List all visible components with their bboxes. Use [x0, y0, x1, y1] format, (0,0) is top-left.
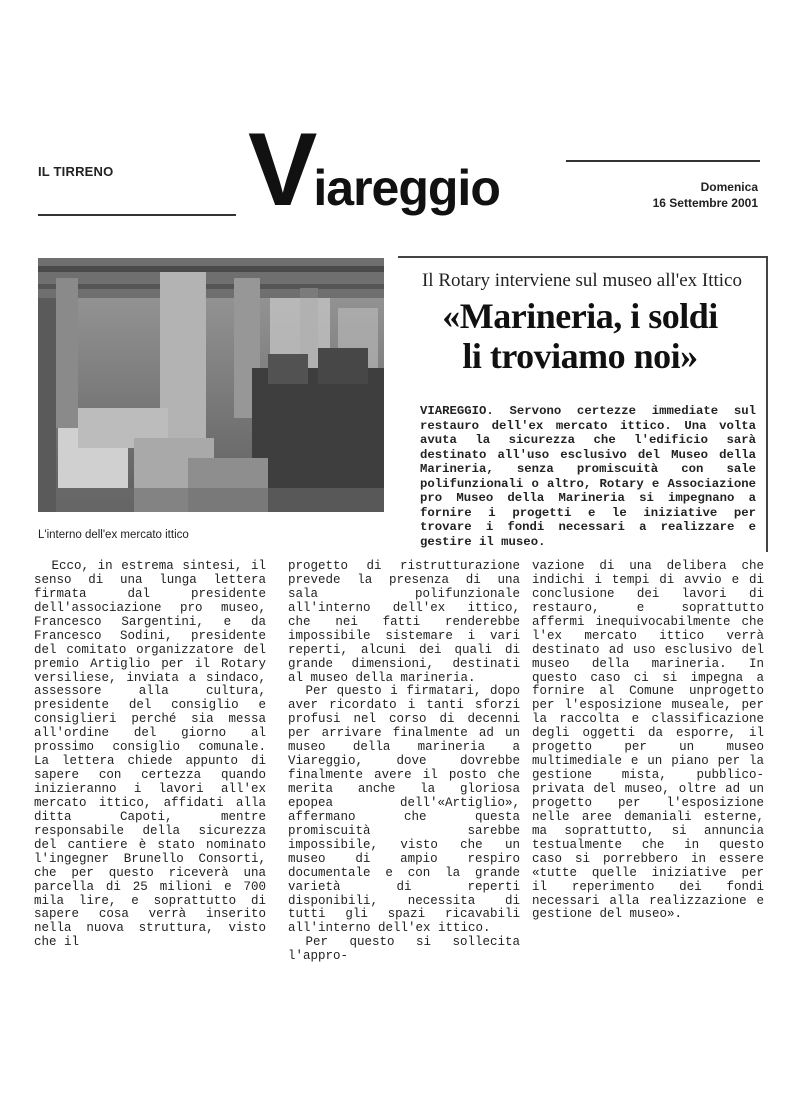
issue-weekday: Domenica: [700, 180, 758, 194]
article-headline: [404, 296, 756, 377]
article-lead: [420, 404, 756, 549]
body-column-3: [532, 560, 764, 922]
issue-date: [653, 180, 758, 211]
photo-image: [38, 258, 384, 512]
article-frame-right: [766, 256, 768, 552]
article-kicker: Il Rotary interviene sul museo all'ex Ittico: [421, 270, 742, 291]
section-title-rest: iareggio: [313, 160, 500, 216]
headline-line-2: li troviamo noi»: [462, 336, 698, 377]
lead-text: Servono certezze immediate sul restauro dell'ex mercato ittico. Una volta avuta la sicurezza che l'edificio sarà destinato all'uso esclusivo del Museo della Marineria, senza promiscuità con sale polifunzionali o altro, Rotary e Associazione pro Museo della Marineria si impegnano a fornire i progetti e le iniziative per trovare i fondi necessari a realizzare e gestire il museo.: [420, 404, 756, 549]
body-paragraph: progetto di ristrutturazione prevede la presenza di una sala polifunzionale all'interno dell'ex ittico, che nei fatti renderebbe impossibile sistemare i vari reperti, alcuni dei quali di grande dimensioni, destinati al museo della marineria.: [288, 559, 520, 685]
masthead-rule-left: [38, 214, 236, 216]
newspaper-name: IL TIRRENO: [38, 164, 114, 179]
section-title: [248, 112, 500, 228]
market-interior-photo: [38, 258, 384, 512]
issue-full-date: 16 Settembre 2001: [652, 195, 758, 210]
section-title-initial: V: [248, 112, 314, 228]
body-paragraph: Per questo i firmatari, dopo aver ricordato i tanti sforzi profusi nel corso di decenni per arrivare finalmente ad un museo della marineria a Viareggio, dove dovrebbe finalmente avere il posto che merita anche la gloriosa epopea dell'«Artiglio», affermano che questa promiscuità sarebbe impossibile, visto che un museo di ampio respiro documentale e con la grande varietà di reperti disponibili, necessita di tutti gli spazi ricavabili all'interno dell'ex ittico.: [288, 684, 520, 936]
body-column-2: [288, 560, 520, 964]
photo-caption: L'interno dell'ex mercato ittico: [38, 529, 189, 541]
masthead-rule-right: [566, 160, 760, 162]
dateline: VIAREGGIO.: [420, 404, 494, 418]
article-frame-top: [398, 256, 768, 258]
body-column-1: [34, 560, 266, 950]
body-paragraph: vazione di una delibera che indichi i tempi di avvio e di conclusione dei lavori di restauro, e soprattutto affermi inequivocabilmente che l'ex mercato ittico verrà destinato ad uso esclusivo del museo della marineria. In questo caso ci si impegna a fornire al Comune unprogetto per l'esposizione museale, per la raccolta e classificazione degli oggetti da esporre, il progetto per un museo multimediale e un piano per la gestione mista, pubblico-privata del museo, oltre ad un progetto per l'esposizione nelle aree demaniali esterne, ma soprattutto, si annuncia testualmente che in questo caso si porrebbero in essere «tutte quelle iniziative per il reperimento dei fondi necessari alla realizzazione e gestione del museo».: [532, 559, 764, 922]
body-paragraph: Ecco, in estrema sintesi, il senso di una lunga lettera firmata dal presidente dell'associazione pro museo, Francesco Sargentini, e da Francesco Sodini, presidente del comitato organizzatore del premio Artiglio per il Rotary versiliese, inviata a sindaco, assessore alla cultura, presidente del consiglio e consiglieri perché sia messa all'ordine del giorno al prossimo consiglio comunale. La lettera chiede appunto di sapere con certezza quando inizieranno i lavori all'ex mercato ittico, affidati alla ditta Capoti, mentre responsabile della sicurezza del cantiere è stato nominato l'ingegner Brunello Consorti, che per questo riceverà una parcella di 25 milioni e 700 mila lire, e soprattutto di sapere cosa verrà inserito nella nuova struttura, visto che il: [34, 559, 266, 950]
headline-line-1: «Marineria, i soldi: [442, 296, 718, 336]
body-paragraph: Per questo si sollecita l'appro-: [288, 935, 520, 964]
